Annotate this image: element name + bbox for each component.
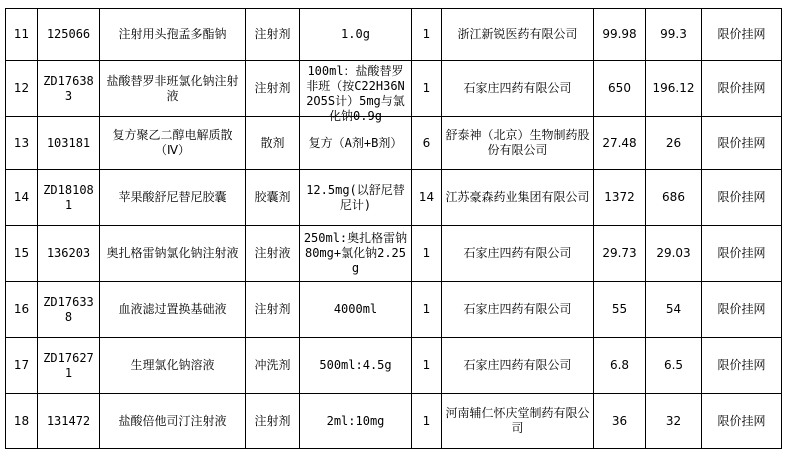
listing-status: 限价挂网 bbox=[702, 394, 782, 449]
listing-status: 限价挂网 bbox=[702, 282, 782, 338]
table-row bbox=[6, 394, 782, 449]
drug-code: 131472 bbox=[38, 394, 100, 449]
drug-code: 125066 bbox=[38, 9, 100, 61]
pack-quantity: 6 bbox=[412, 117, 442, 170]
listing-status: 限价挂网 bbox=[702, 61, 782, 117]
pack-quantity: 1 bbox=[412, 61, 442, 117]
table-row bbox=[6, 61, 782, 117]
price-original: 6.8 bbox=[594, 338, 646, 394]
pack-quantity: 1 bbox=[412, 394, 442, 449]
price-limit: 26 bbox=[646, 117, 702, 170]
dosage-form: 注射剂 bbox=[246, 394, 300, 449]
manufacturer: 舒泰神（北京）生物制药股份有限公司 bbox=[442, 117, 594, 170]
specification bbox=[300, 282, 412, 338]
drug-name: 生理氯化钠溶液 bbox=[100, 338, 246, 394]
manufacturer: 石家庄四药有限公司 bbox=[442, 282, 594, 338]
drug-name: 复方聚乙二醇电解质散（Ⅳ） bbox=[100, 117, 246, 170]
drug-name: 血液滤过置换基础液 bbox=[100, 282, 246, 338]
row-index: 18 bbox=[6, 394, 38, 449]
drug-code: ZD181081 bbox=[38, 170, 100, 226]
manufacturer: 江苏豪森药业集团有限公司 bbox=[442, 170, 594, 226]
specification-text: 500ml:4.5g bbox=[319, 358, 392, 372]
listing-status: 限价挂网 bbox=[702, 170, 782, 226]
drug-code: ZD176383 bbox=[38, 61, 100, 117]
price-limit: 54 bbox=[646, 282, 702, 338]
dosage-form: 注射剂 bbox=[246, 282, 300, 338]
manufacturer: 石家庄四药有限公司 bbox=[442, 61, 594, 117]
listing-status: 限价挂网 bbox=[702, 226, 782, 282]
price-limit: 32 bbox=[646, 394, 702, 449]
specification-text: 2ml:10mg bbox=[326, 413, 385, 428]
price-original: 650 bbox=[594, 61, 646, 117]
price-limit: 99.3 bbox=[646, 9, 702, 61]
table-row bbox=[6, 117, 782, 170]
row-index: 12 bbox=[6, 61, 38, 117]
row-index: 17 bbox=[6, 338, 38, 394]
dosage-form: 冲洗剂 bbox=[246, 338, 300, 394]
drug-code: 103181 bbox=[38, 117, 100, 170]
pack-quantity: 1 bbox=[412, 338, 442, 394]
pack-quantity: 1 bbox=[412, 282, 442, 338]
price-original: 27.48 bbox=[594, 117, 646, 170]
specification bbox=[300, 9, 412, 61]
specification-text: 复方（A剂+B剂） bbox=[308, 135, 403, 150]
pack-quantity: 1 bbox=[412, 226, 442, 282]
dosage-form: 注射液 bbox=[246, 226, 300, 282]
row-index: 15 bbox=[6, 226, 38, 282]
specification-text: 100ml：盐酸替罗非班（按C22H36N2O5S计）5mg与氯化钠0.9g bbox=[306, 63, 405, 123]
table-row bbox=[6, 226, 782, 282]
price-original: 55 bbox=[594, 282, 646, 338]
specification-text: 250ml:奥扎格雷钠80mg+氯化钠2.25g bbox=[303, 231, 408, 275]
drug-name: 盐酸替罗非班氯化钠注射液 bbox=[100, 61, 246, 117]
price-original: 99.98 bbox=[594, 9, 646, 61]
table-row bbox=[6, 170, 782, 226]
specification bbox=[300, 338, 412, 394]
dosage-form: 注射剂 bbox=[246, 9, 300, 61]
row-index: 16 bbox=[6, 282, 38, 338]
price-limit: 6.5 bbox=[646, 338, 702, 394]
drug-name: 奥扎格雷钠氯化钠注射液 bbox=[100, 226, 246, 282]
dosage-form: 注射剂 bbox=[246, 61, 300, 117]
row-index: 14 bbox=[6, 170, 38, 226]
dosage-form: 胶囊剂 bbox=[246, 170, 300, 226]
table-body bbox=[6, 9, 782, 449]
manufacturer: 石家庄四药有限公司 bbox=[442, 338, 594, 394]
price-limit: 196.12 bbox=[646, 61, 702, 117]
drug-name: 注射用头孢孟多酯钠 bbox=[100, 9, 246, 61]
price-original: 29.73 bbox=[594, 226, 646, 282]
table-row bbox=[6, 338, 782, 394]
price-original: 1372 bbox=[594, 170, 646, 226]
drug-name: 苹果酸舒尼替尼胶囊 bbox=[100, 170, 246, 226]
price-original: 36 bbox=[594, 394, 646, 449]
specification bbox=[300, 61, 412, 123]
specification-text: 4000ml bbox=[333, 302, 378, 316]
drug-name: 盐酸倍他司汀注射液 bbox=[100, 394, 246, 449]
price-limit: 29.03 bbox=[646, 226, 702, 282]
specification bbox=[300, 394, 412, 449]
listing-status: 限价挂网 bbox=[702, 9, 782, 61]
specification bbox=[300, 226, 412, 282]
drug-code: ZD176338 bbox=[38, 282, 100, 338]
specification bbox=[300, 170, 412, 226]
manufacturer: 河南辅仁怀庆堂制药有限公司 bbox=[442, 394, 594, 449]
specification-text: 12.5mg(以舒尼替尼计) bbox=[306, 182, 405, 212]
dosage-form: 散剂 bbox=[246, 117, 300, 170]
drug-code: 136203 bbox=[38, 226, 100, 282]
listing-status: 限价挂网 bbox=[702, 117, 782, 170]
specification bbox=[300, 117, 412, 170]
specification-text: 1.0g bbox=[341, 27, 370, 41]
pack-quantity: 1 bbox=[412, 9, 442, 61]
price-limit: 686 bbox=[646, 170, 702, 226]
listing-status: 限价挂网 bbox=[702, 338, 782, 394]
manufacturer: 浙江新锐医药有限公司 bbox=[442, 9, 594, 61]
drug-code: ZD176271 bbox=[38, 338, 100, 394]
manufacturer: 石家庄四药有限公司 bbox=[442, 226, 594, 282]
table-row bbox=[6, 9, 782, 61]
pack-quantity: 14 bbox=[412, 170, 442, 226]
row-index: 11 bbox=[6, 9, 38, 61]
drug-price-table bbox=[5, 8, 782, 449]
row-index: 13 bbox=[6, 117, 38, 170]
table-row bbox=[6, 282, 782, 338]
